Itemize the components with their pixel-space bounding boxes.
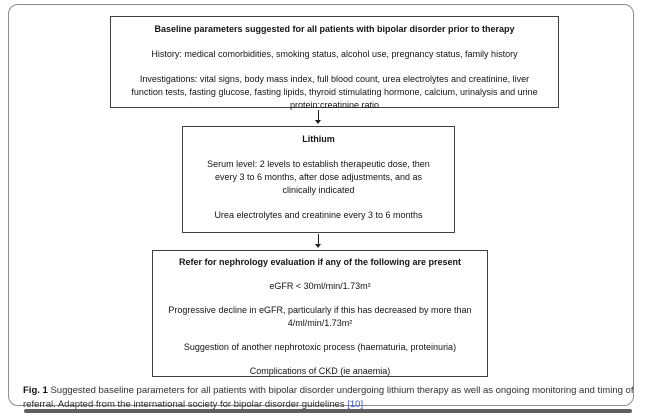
serum-level-text: Serum level: 2 levels to establish therapeutic dose, then every 3 to 6 months, after dose adjustments, and as clinically indicated [207,159,430,195]
figure-caption [23,384,639,411]
lithium-box-title: Lithium [302,134,335,144]
caption-line-1 [23,384,639,398]
lithium-box [182,126,455,233]
baseline-parameters-box [110,16,559,108]
nephrology-item: Complications of CKD (ie anaemia) [249,366,391,376]
caption-text-1: Suggested baseline parameters for all patients with bipolar disorder undergoing lithium therapy as well as ongoing monitoring and timing of [50,385,634,396]
history-text: History: medical comorbidities, smoking status, alcohol use, pregnancy status, family history [151,49,518,59]
baseline-box-title: Baseline parameters suggested for all patients with bipolar disorder prior to therapy [154,24,515,34]
investigations-text: Investigations: vital signs, body mass index, full blood count, urea electrolytes and creatinine, liver function tests, fasting glucose, fasting lipids, thyroid stimulating hormone, calcium, urinalysis and urine protein:creatinine ratio [131,74,538,110]
urea-monitoring-text: Urea electrolytes and creatinine every 3 to 6 months [214,210,423,220]
nephrology-item: Progressive decline in eGFR, particularly if this has decreased by more than 4/ml/min/1.73m² [168,305,472,328]
nephrology-box-title: Refer for nephrology evaluation if any of the following are present [178,257,462,267]
nephrology-item: Suggestion of another nephrotoxic process (haematuria, proteinuria) [183,342,457,352]
nephrology-item: eGFR < 30ml/min/1.73m² [269,281,371,291]
card-shadow [24,409,632,413]
caption-text-2: referral. Adapted from the international society for bipolar disorder guidelines [23,398,345,410]
down-arrow-icon [318,110,319,120]
down-arrow-icon [318,234,319,244]
figure-label: Fig. 1 [23,385,48,396]
citation-link[interactable]: [10] [347,398,364,410]
nephrology-referral-box [152,250,488,377]
figure-card [8,4,634,410]
